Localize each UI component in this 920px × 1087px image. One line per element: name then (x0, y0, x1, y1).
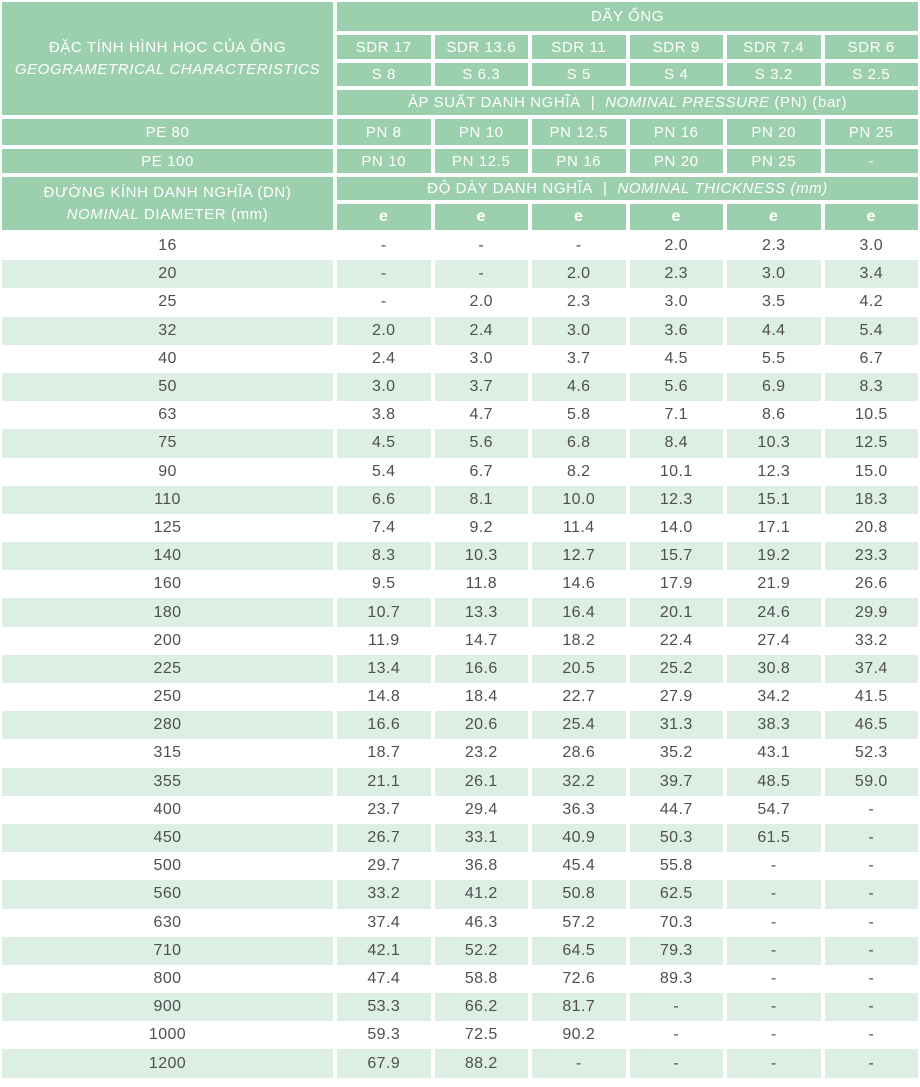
thickness-cell: 57.2 (530, 909, 628, 937)
thickness-cell: 19.2 (725, 542, 823, 570)
thickness-cell: 23.3 (823, 542, 920, 570)
thickness-cell: 72.5 (433, 1021, 531, 1049)
table-row (0, 739, 920, 767)
nominal-pressure-vn: ÁP SUẤT DANH NGHĨA (407, 94, 581, 111)
s-header: S 6.3 (433, 61, 531, 88)
table-header (0, 0, 920, 232)
e-column-header: e (725, 202, 823, 232)
thickness-cell: 8.2 (530, 458, 628, 486)
thickness-cell: 27.4 (725, 627, 823, 655)
s-header: S 5 (530, 61, 628, 88)
thickness-cell: 22.7 (530, 683, 628, 711)
thickness-cell: 25.4 (530, 711, 628, 739)
nominal-pressure-header (335, 88, 920, 117)
thickness-cell: 18.3 (823, 486, 920, 514)
thickness-cell: 5.6 (433, 429, 531, 457)
thickness-cell: 15.0 (823, 458, 920, 486)
dn-cell: 280 (0, 711, 335, 739)
table-row (0, 824, 920, 852)
thickness-cell: 11.9 (335, 627, 433, 655)
thickness-cell: - (725, 937, 823, 965)
geometric-characteristics-en: GEOGRAMETRICAL CHARACTERISTICS (14, 60, 321, 78)
e-column-header: e (335, 202, 433, 232)
thickness-cell: 47.4 (335, 965, 433, 993)
thickness-cell: 14.8 (335, 683, 433, 711)
dn-cell: 450 (0, 824, 335, 852)
thickness-cell: - (628, 993, 726, 1021)
thickness-cell: 3.0 (433, 345, 531, 373)
thickness-cell: 52.2 (433, 937, 531, 965)
table-row (0, 768, 920, 796)
thickness-cell: - (823, 937, 920, 965)
thickness-cell: - (823, 880, 920, 908)
thickness-cell: - (725, 993, 823, 1021)
thickness-cell: - (823, 796, 920, 824)
thickness-cell: 31.3 (628, 711, 726, 739)
pe100-label: PE 100 (0, 147, 335, 175)
nominal-pressure-en: NOMINAL PRESSURE (605, 94, 770, 111)
thickness-cell: 5.4 (335, 458, 433, 486)
dn-cell: 32 (0, 317, 335, 345)
thickness-cell: 3.4 (823, 260, 920, 288)
pe100-pn-cell: PN 20 (628, 147, 726, 175)
dn-cell: 500 (0, 852, 335, 880)
thickness-cell: 23.2 (433, 739, 531, 767)
thickness-cell: 7.1 (628, 401, 726, 429)
nominal-thickness-en: NOMINAL THICKNESS (mm) (617, 180, 828, 197)
thickness-cell: 20.6 (433, 711, 531, 739)
nominal-diameter-header (0, 175, 335, 232)
table-row (0, 429, 920, 457)
s-header: S 4 (628, 61, 726, 88)
table-row (0, 458, 920, 486)
dn-cell: 560 (0, 880, 335, 908)
sdr-header: SDR 11 (530, 33, 628, 61)
dn-cell: 25 (0, 288, 335, 316)
thickness-cell: 13.4 (335, 655, 433, 683)
pe80-pn-cell: PN 12.5 (530, 117, 628, 147)
thickness-cell: 5.6 (628, 373, 726, 401)
s-header: S 2.5 (823, 61, 920, 88)
thickness-cell: - (335, 232, 433, 260)
thickness-cell: 79.3 (628, 937, 726, 965)
table-row (0, 627, 920, 655)
thickness-cell: 53.3 (335, 993, 433, 1021)
table-row (0, 683, 920, 711)
thickness-cell: 42.1 (335, 937, 433, 965)
thickness-cell: 30.8 (725, 655, 823, 683)
thickness-separator: | (602, 180, 608, 197)
thickness-cell: 39.7 (628, 768, 726, 796)
table-row (0, 288, 920, 316)
table-row (0, 570, 920, 598)
table-row (0, 1049, 920, 1077)
thickness-cell: - (823, 1049, 920, 1077)
thickness-cell: 3.8 (335, 401, 433, 429)
nominal-diameter-en-italic: NOMINAL (66, 205, 140, 223)
thickness-cell: 43.1 (725, 739, 823, 767)
thickness-cell: 4.6 (530, 373, 628, 401)
dn-cell: 75 (0, 429, 335, 457)
pe80-pn-cell: PN 10 (433, 117, 531, 147)
thickness-cell: 23.7 (335, 796, 433, 824)
thickness-cell: - (823, 1021, 920, 1049)
thickness-cell: 22.4 (628, 627, 726, 655)
header-row-pe100 (0, 147, 920, 175)
dn-cell: 140 (0, 542, 335, 570)
thickness-cell: 62.5 (628, 880, 726, 908)
pe100-pn-cell: PN 12.5 (433, 147, 531, 175)
sdr-header: SDR 7.4 (725, 33, 823, 61)
pe80-pn-cell: PN 20 (725, 117, 823, 147)
thickness-cell: 10.5 (823, 401, 920, 429)
thickness-cell: 61.5 (725, 824, 823, 852)
table-row (0, 598, 920, 626)
thickness-cell: - (530, 232, 628, 260)
thickness-cell: 12.7 (530, 542, 628, 570)
dn-cell: 125 (0, 514, 335, 542)
thickness-cell: - (823, 993, 920, 1021)
thickness-cell: 2.4 (433, 317, 531, 345)
thickness-cell: 72.6 (530, 965, 628, 993)
thickness-cell: 2.3 (725, 232, 823, 260)
thickness-cell: 9.2 (433, 514, 531, 542)
sdr-header: SDR 13.6 (433, 33, 531, 61)
thickness-cell: 12.3 (725, 458, 823, 486)
thickness-cell: 10.3 (433, 542, 531, 570)
thickness-cell: - (335, 288, 433, 316)
thickness-cell: 15.7 (628, 542, 726, 570)
thickness-cell: 54.7 (725, 796, 823, 824)
thickness-cell: 36.8 (433, 852, 531, 880)
thickness-cell: 3.0 (725, 260, 823, 288)
thickness-cell: 88.2 (433, 1049, 531, 1077)
thickness-cell: 8.4 (628, 429, 726, 457)
header-row-pe80 (0, 117, 920, 147)
thickness-cell: 37.4 (823, 655, 920, 683)
thickness-cell: - (725, 965, 823, 993)
thickness-cell: 24.6 (725, 598, 823, 626)
thickness-cell: 16.4 (530, 598, 628, 626)
thickness-cell: 48.5 (725, 768, 823, 796)
dn-cell: 315 (0, 739, 335, 767)
thickness-cell: 32.2 (530, 768, 628, 796)
dn-cell: 225 (0, 655, 335, 683)
thickness-cell: 46.5 (823, 711, 920, 739)
thickness-cell: 2.4 (335, 345, 433, 373)
dn-cell: 200 (0, 627, 335, 655)
thickness-cell: 4.5 (628, 345, 726, 373)
thickness-cell: 90.2 (530, 1021, 628, 1049)
thickness-cell: 18.4 (433, 683, 531, 711)
pressure-separator: | (590, 94, 596, 111)
header-row-series (0, 0, 920, 33)
thickness-cell: - (823, 824, 920, 852)
thickness-cell: - (335, 260, 433, 288)
thickness-cell: 2.0 (335, 317, 433, 345)
thickness-cell: 36.3 (530, 796, 628, 824)
thickness-cell: 41.5 (823, 683, 920, 711)
table-row (0, 373, 920, 401)
thickness-cell: 44.7 (628, 796, 726, 824)
thickness-cell: 4.2 (823, 288, 920, 316)
thickness-cell: 8.1 (433, 486, 531, 514)
thickness-cell: 50.3 (628, 824, 726, 852)
dn-cell: 63 (0, 401, 335, 429)
thickness-cell: 58.8 (433, 965, 531, 993)
table-row (0, 401, 920, 429)
table-row (0, 345, 920, 373)
nominal-thickness-vn: ĐỘ DÀY DANH NGHĨA (427, 180, 593, 197)
dn-cell: 800 (0, 965, 335, 993)
table-row (0, 514, 920, 542)
thickness-cell: 2.0 (628, 232, 726, 260)
thickness-cell: - (725, 880, 823, 908)
pipe-series-header: DÃY ỐNG (335, 0, 920, 33)
dn-cell: 400 (0, 796, 335, 824)
sdr-header: SDR 17 (335, 33, 433, 61)
thickness-cell: 8.6 (725, 401, 823, 429)
thickness-cell: - (823, 965, 920, 993)
thickness-cell: 20.8 (823, 514, 920, 542)
thickness-cell: 4.7 (433, 401, 531, 429)
thickness-cell: 10.1 (628, 458, 726, 486)
thickness-cell: 29.7 (335, 852, 433, 880)
thickness-cell: 6.9 (725, 373, 823, 401)
thickness-cell: 3.0 (335, 373, 433, 401)
thickness-cell: 11.8 (433, 570, 531, 598)
dn-cell: 20 (0, 260, 335, 288)
thickness-cell: 3.0 (823, 232, 920, 260)
geometric-characteristics-header (0, 0, 335, 117)
thickness-cell: 21.1 (335, 768, 433, 796)
dn-cell: 710 (0, 937, 335, 965)
pe100-pn-cell: - (823, 147, 920, 175)
table-row (0, 317, 920, 345)
thickness-cell: 66.2 (433, 993, 531, 1021)
thickness-cell: 18.7 (335, 739, 433, 767)
dn-cell: 900 (0, 993, 335, 1021)
table-body (0, 232, 920, 1078)
thickness-cell: 10.3 (725, 429, 823, 457)
thickness-cell: 3.5 (725, 288, 823, 316)
dn-cell: 250 (0, 683, 335, 711)
table-row (0, 232, 920, 260)
thickness-cell: 3.0 (530, 317, 628, 345)
thickness-cell: 2.0 (433, 288, 531, 316)
thickness-cell: 2.0 (530, 260, 628, 288)
geometric-characteristics-vn: ĐẶC TÍNH HÌNH HỌC CỦA ỐNG (48, 38, 287, 56)
thickness-cell: 12.3 (628, 486, 726, 514)
thickness-cell: 5.8 (530, 401, 628, 429)
thickness-cell: 4.5 (335, 429, 433, 457)
dn-cell: 90 (0, 458, 335, 486)
thickness-cell: 40.9 (530, 824, 628, 852)
thickness-cell: 10.7 (335, 598, 433, 626)
thickness-cell: 2.3 (530, 288, 628, 316)
thickness-cell: 59.0 (823, 768, 920, 796)
thickness-cell: - (433, 232, 531, 260)
thickness-cell: 37.4 (335, 909, 433, 937)
thickness-cell: 4.4 (725, 317, 823, 345)
thickness-cell: 6.6 (335, 486, 433, 514)
thickness-cell: 52.3 (823, 739, 920, 767)
pe80-label: PE 80 (0, 117, 335, 147)
thickness-cell: 16.6 (433, 655, 531, 683)
dn-cell: 630 (0, 909, 335, 937)
thickness-cell: - (433, 260, 531, 288)
table-row (0, 965, 920, 993)
thickness-cell: 11.4 (530, 514, 628, 542)
thickness-cell: 5.4 (823, 317, 920, 345)
thickness-cell: 41.2 (433, 880, 531, 908)
thickness-cell: - (823, 852, 920, 880)
thickness-cell: 70.3 (628, 909, 726, 937)
sdr-header: SDR 6 (823, 33, 920, 61)
thickness-cell: 17.9 (628, 570, 726, 598)
thickness-cell: 14.0 (628, 514, 726, 542)
thickness-cell: - (725, 1021, 823, 1049)
table-row (0, 542, 920, 570)
thickness-cell: 14.7 (433, 627, 531, 655)
s-header: S 3.2 (725, 61, 823, 88)
table-row (0, 486, 920, 514)
thickness-cell: 29.9 (823, 598, 920, 626)
table-row (0, 880, 920, 908)
pe80-pn-cell: PN 16 (628, 117, 726, 147)
thickness-cell: 34.2 (725, 683, 823, 711)
table-row (0, 1021, 920, 1049)
table-row (0, 937, 920, 965)
thickness-cell: 55.8 (628, 852, 726, 880)
nominal-diameter-vn: ĐƯỜNG KÍNH DANH NGHĨA (DN) (43, 183, 292, 201)
pe100-pn-cell: PN 16 (530, 147, 628, 175)
thickness-cell: 3.6 (628, 317, 726, 345)
nominal-thickness-header (335, 175, 920, 202)
thickness-cell: 8.3 (335, 542, 433, 570)
thickness-cell: 45.4 (530, 852, 628, 880)
dn-cell: 160 (0, 570, 335, 598)
thickness-cell: - (725, 1049, 823, 1077)
thickness-cell: 8.3 (823, 373, 920, 401)
dn-cell: 40 (0, 345, 335, 373)
thickness-cell: 18.2 (530, 627, 628, 655)
pe100-pn-cell: PN 25 (725, 147, 823, 175)
thickness-cell: - (823, 909, 920, 937)
thickness-cell: 12.5 (823, 429, 920, 457)
thickness-cell: 17.1 (725, 514, 823, 542)
dn-cell: 110 (0, 486, 335, 514)
thickness-cell: 20.5 (530, 655, 628, 683)
thickness-cell: 81.7 (530, 993, 628, 1021)
thickness-cell: 6.7 (823, 345, 920, 373)
thickness-cell: - (725, 852, 823, 880)
thickness-cell: 89.3 (628, 965, 726, 993)
thickness-cell: 20.1 (628, 598, 726, 626)
thickness-cell: 64.5 (530, 937, 628, 965)
thickness-cell: 13.3 (433, 598, 531, 626)
dn-cell: 180 (0, 598, 335, 626)
thickness-cell: 3.0 (628, 288, 726, 316)
thickness-cell: 59.3 (335, 1021, 433, 1049)
e-column-header: e (433, 202, 531, 232)
thickness-cell: 15.1 (725, 486, 823, 514)
thickness-cell: 50.8 (530, 880, 628, 908)
e-column-header: e (823, 202, 920, 232)
nominal-diameter-en-rest: DIAMETER (mm) (139, 205, 269, 223)
table-row (0, 852, 920, 880)
thickness-cell: 26.7 (335, 824, 433, 852)
thickness-cell: - (530, 1049, 628, 1077)
thickness-cell: 7.4 (335, 514, 433, 542)
thickness-cell: 27.9 (628, 683, 726, 711)
pe100-pn-cell: PN 10 (335, 147, 433, 175)
table-row (0, 909, 920, 937)
pe80-pn-cell: PN 8 (335, 117, 433, 147)
thickness-cell: 26.1 (433, 768, 531, 796)
thickness-cell: 2.3 (628, 260, 726, 288)
dn-cell: 16 (0, 232, 335, 260)
thickness-cell: 3.7 (530, 345, 628, 373)
thickness-cell: 28.6 (530, 739, 628, 767)
thickness-cell: 35.2 (628, 739, 726, 767)
table-row (0, 260, 920, 288)
header-row-thickness (0, 175, 920, 202)
thickness-cell: 46.3 (433, 909, 531, 937)
e-column-header: e (530, 202, 628, 232)
table-row (0, 796, 920, 824)
thickness-cell: 25.2 (628, 655, 726, 683)
table-row (0, 711, 920, 739)
dn-cell: 1000 (0, 1021, 335, 1049)
thickness-cell: 33.2 (823, 627, 920, 655)
thickness-cell: - (725, 909, 823, 937)
thickness-cell: 3.7 (433, 373, 531, 401)
thickness-cell: 5.5 (725, 345, 823, 373)
thickness-cell: 29.4 (433, 796, 531, 824)
thickness-cell: 26.6 (823, 570, 920, 598)
thickness-cell: - (628, 1049, 726, 1077)
thickness-cell: 21.9 (725, 570, 823, 598)
table-row (0, 993, 920, 1021)
thickness-cell: 16.6 (335, 711, 433, 739)
thickness-cell: 67.9 (335, 1049, 433, 1077)
sdr-header: SDR 9 (628, 33, 726, 61)
thickness-cell: 6.8 (530, 429, 628, 457)
thickness-cell: 38.3 (725, 711, 823, 739)
dn-cell: 50 (0, 373, 335, 401)
thickness-cell: 33.2 (335, 880, 433, 908)
thickness-cell: 6.7 (433, 458, 531, 486)
thickness-cell: - (628, 1021, 726, 1049)
nominal-pressure-unit: (PN) (bar) (774, 94, 848, 111)
dn-cell: 355 (0, 768, 335, 796)
thickness-cell: 14.6 (530, 570, 628, 598)
table-row (0, 655, 920, 683)
s-header: S 8 (335, 61, 433, 88)
e-column-header: e (628, 202, 726, 232)
pe80-pn-cell: PN 25 (823, 117, 920, 147)
thickness-cell: 10.0 (530, 486, 628, 514)
thickness-cell: 9.5 (335, 570, 433, 598)
thickness-cell: 33.1 (433, 824, 531, 852)
dn-cell: 1200 (0, 1049, 335, 1077)
